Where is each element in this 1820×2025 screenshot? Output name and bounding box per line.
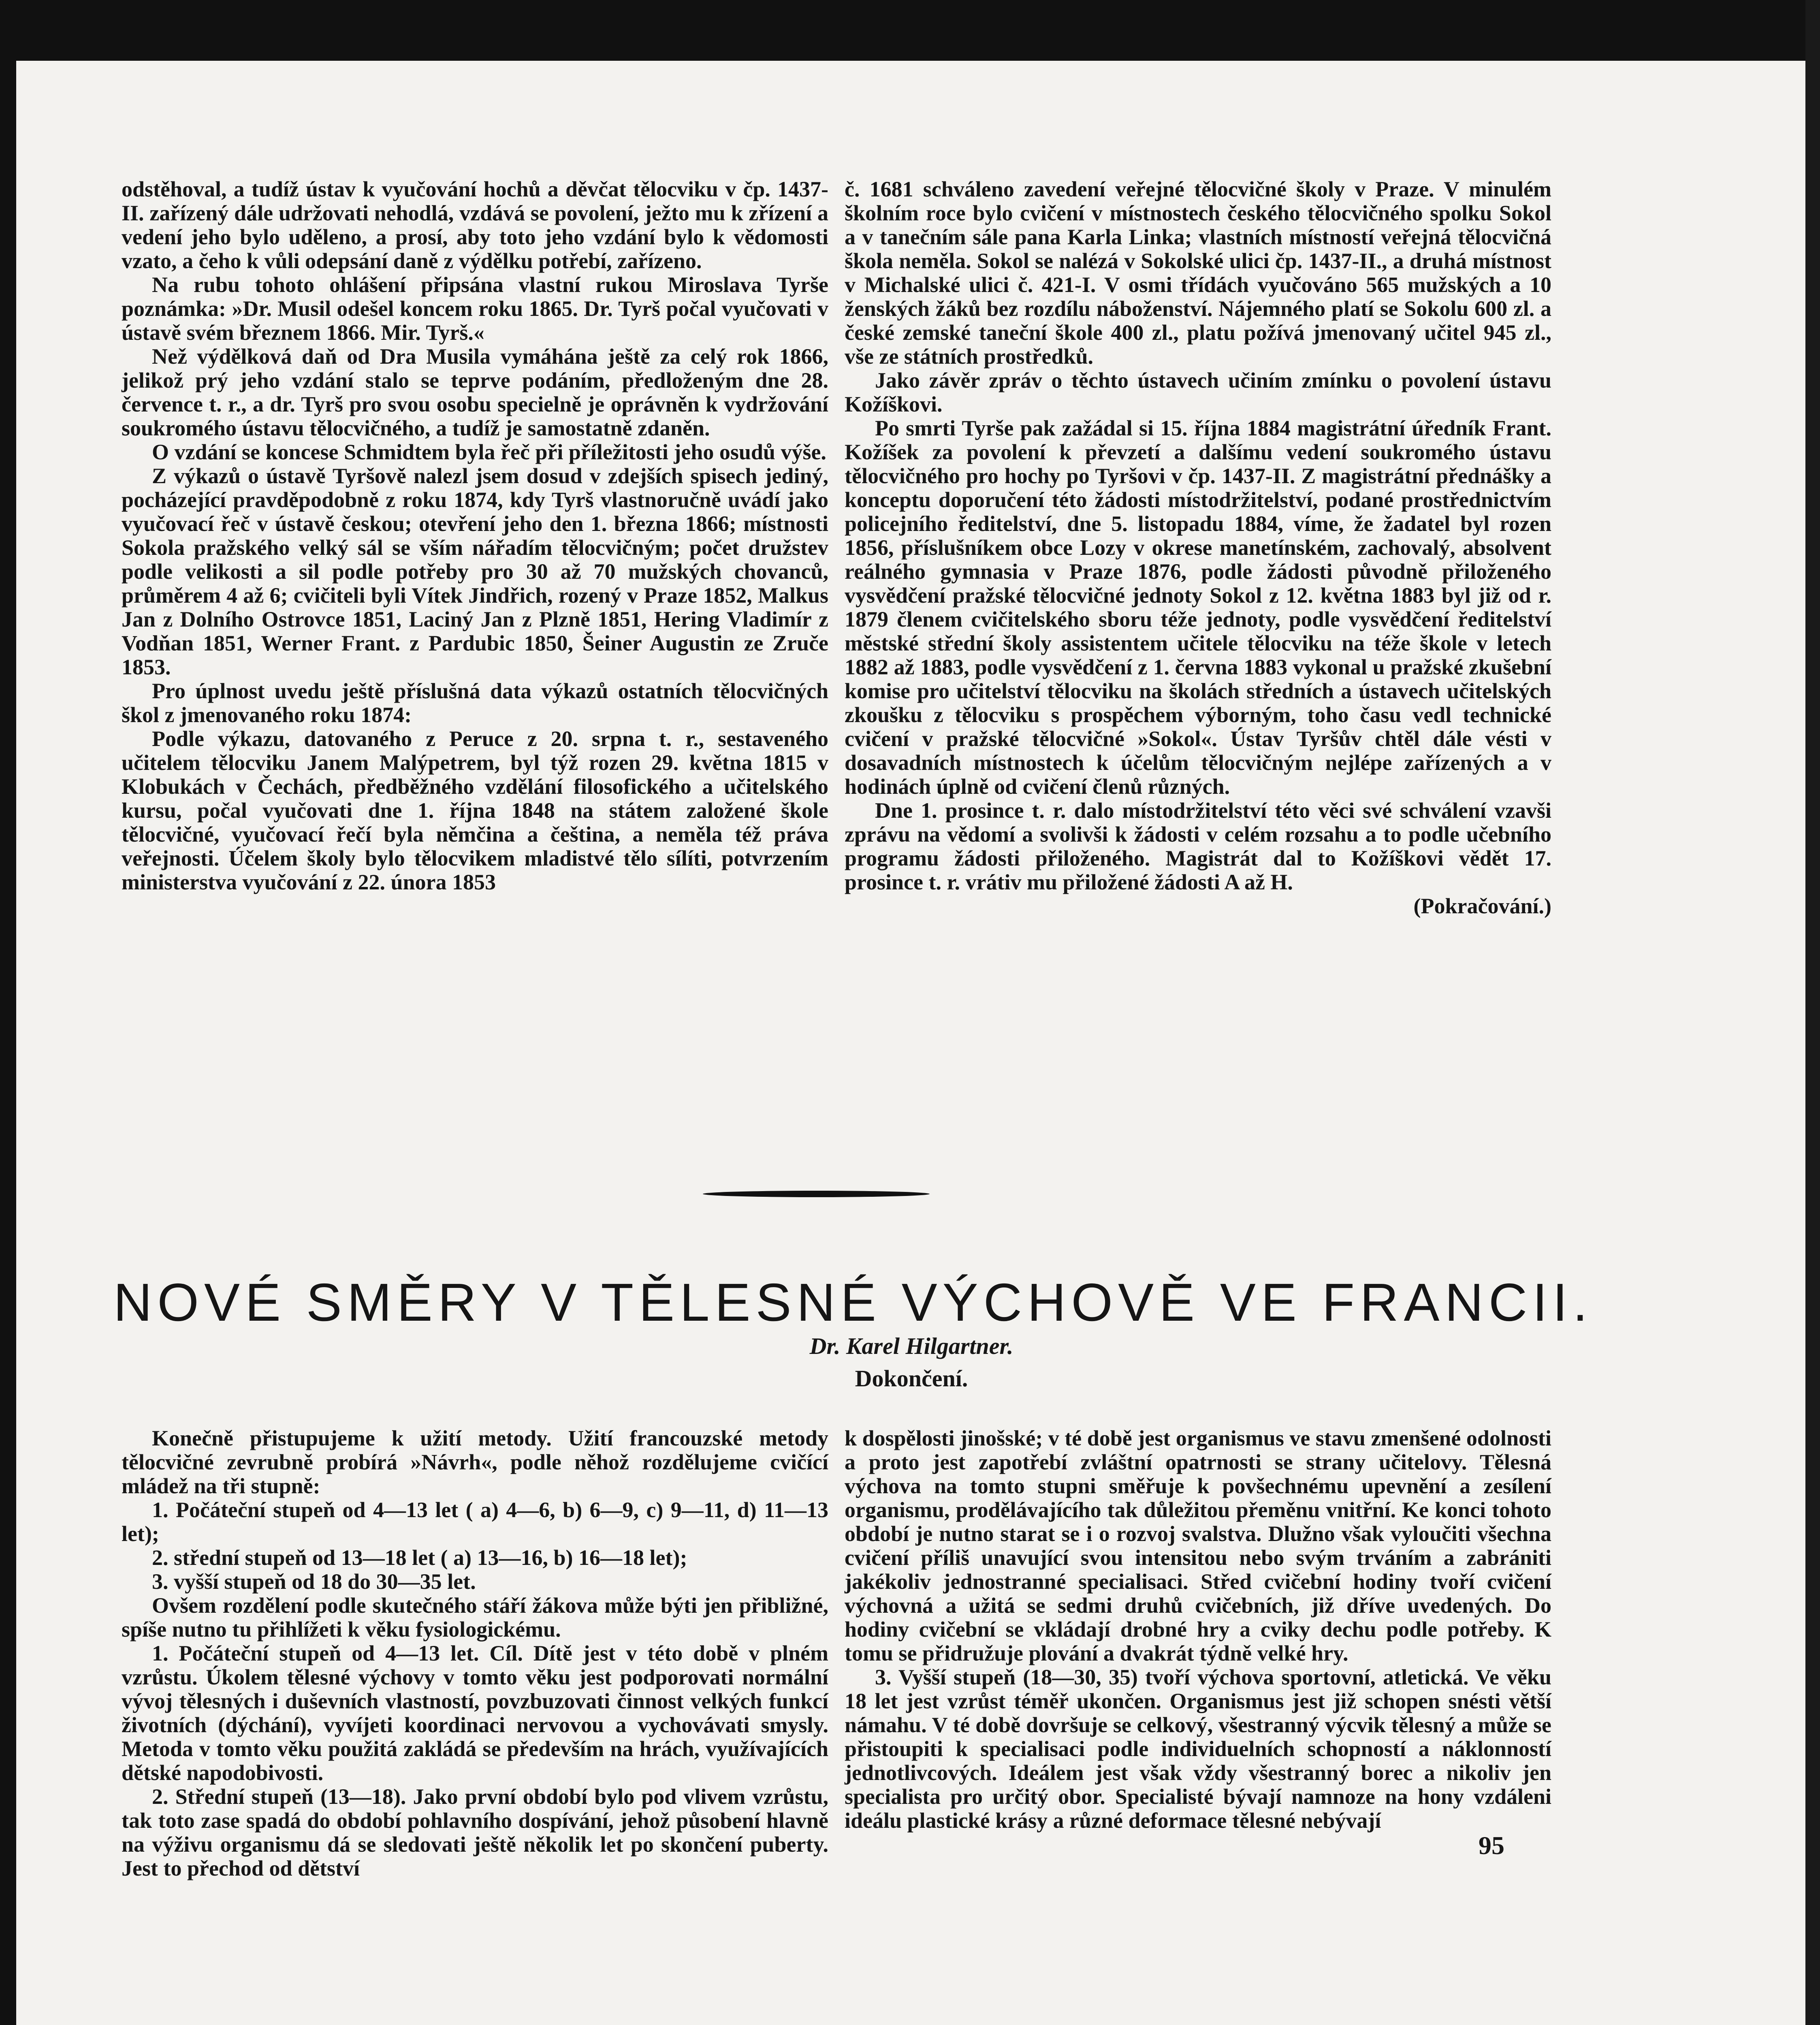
- paragraph: 2. Střední stupeň (13—18). Jako první období bylo pod vlivem vzrůstu, tak toto zase spadá do období pohlavního dospívání, jehož působení hlavně na výživu organismu dá se sledovati ještě několik let po skončení puberty. Jest to přechod od dětství: [122, 1784, 828, 1880]
- paragraph: 3. Vyšší stupeň (18—30, 35) tvoří výchova sportovní, atletická. Ve věku 18 let jest vzrůst téměř ukončen. Organismus jest již schopen snésti větší námahu. V té době dovršuje se celkový, všestranný výcvik tělesný a může se přistoupiti k specialisaci podle individuelních schopností a náklonností jednotlivcových. Ideálem jest však vždy všestranný borec a nikoliv jen specialista pro určitý obor. Specialisté bývají namnoze na hony vzdáleni ideálu plastické krásy a různé deformace tělesné nebývají: [845, 1665, 1551, 1833]
- paragraph: č. 1681 schváleno zavedení veřejné tělocvičné školy v Praze. V minulém školním roce bylo cvičení v místnostech českého tělocvičného spolku Sokol a v tanečním sále pana Karla Linka; vlastních místností veřejná tělocvičná škola neměla. Sokol se nalézá v Sokolské ulici čp. 1437-II., a druhá místnost v Michalské ulici č. 421-I. V osmi třídách vyučováno 565 mužských a 10 ženských žáků bez rozdílu náboženství. Nájemného platí se Sokolu 600 zl. a české zemské taneční škole 400 zl., platu požívá jmenovaný učitel 945 zl., vše ze státních prostředků.: [845, 177, 1551, 369]
- bottom-left-column: [122, 1426, 828, 1880]
- paragraph: Po smrti Tyrše pak zažádal si 15. října 1884 magistrátní úředník Frant. Kožíšek za povolení k převzetí a dalšímu vedení soukromého ústavu tělocvičného pro hochy po Tyršovi v čp. 1437-II. Z magistrátní přednášky a konceptu doporučení této žádosti místodržitelství, podané prostřednictvím policejního ředitelství, dne 5. listopadu 1884, víme, že žadatel byl rozen 1856, příslušníkem obce Lozy v okrese manetínském, zachovalý, absolvent reálného gymnasia v Praze 1876, podle žádosti původně přiloženého vysvědčení pražské tělocvičné jednoty Sokol z 12. května 1883 byl již od r. 1879 členem cvičitelského sboru téže jednoty, podle vysvědčení ředitelství městské střední školy assistentem učitele tělocviku na téže škole v letech 1882 až 1883, podle vysvědčení z 1. června 1883 vykonal u pražské zkušební komise pro učitelství tělocviku na školách středních a ústavech učitelských zkoušku z tělocviku s prospěchem výborným, toho času vedl technické cvičení v pražské tělocvičné »Sokol«. Ústav Tyršův chtěl dále vésti v dosavadních místnostech k účelům tělocvičným nejlépe zařízených a v hodinách úplně od cvičení členů různých.: [845, 416, 1551, 799]
- top-left-column: [122, 177, 828, 894]
- paragraph: Na rubu tohoto ohlášení připsána vlastní rukou Miroslava Tyrše poznámka: »Dr. Musil odešel koncem roku 1865. Dr. Tyrš počal vyučovati v ústavě svém březnem 1866. Mir. Tyrš.«: [122, 273, 828, 345]
- page-number: 95: [1479, 1831, 1504, 1860]
- paragraph: Konečně přistupujeme k užití metody. Užití francouzské metody tělocvičné zevrubně probírá »Návrh«, podle něhož rozdělujeme cvičící mládež na tři stupně:: [122, 1426, 828, 1498]
- continuation-note: (Pokračování.): [1413, 894, 1551, 918]
- paragraph: Pro úplnost uvedu ještě příslušná data výkazů ostatních tělocvičných škol z jmenovaného roku 1874:: [122, 679, 828, 727]
- paragraph: Jako závěr zpráv o těchto ústavech učiním zmínku o povolení ústavu Kožíškovi.: [845, 368, 1551, 416]
- scan-border-right: [1805, 0, 1820, 2025]
- paragraph: Z výkazů o ústavě Tyršově nalezl jsem dosud v zdejších spisech jediný, pocházející pravděpodobně z roku 1874, kdy Tyrš vlastnoručně uvádí jako vyučovací řeč v ústavě českou; otevření jeho den 1. března 1866; místnosti Sokola pražského velký sál se vším nářadím tělocvičným; počet družstev podle velikosti a sil podle potřeby pro 30 až 70 mužských chovanců, průměrem 4 až 6; cvičiteli byli Vítek Jindřich, rozený v Praze 1852, Malkus Jan z Dolního Ostrovce 1851, Laciný Jan z Plzně 1851, Hering Vladimír z Vodňan 1851, Werner Frant. z Pardubic 1850, Šeiner Augustin ze Zruče 1853.: [122, 464, 828, 679]
- bottom-right-column: [845, 1426, 1551, 1833]
- article-subtitle: Dokončení.: [855, 1365, 968, 1392]
- paragraph: Podle výkazu, datovaného z Peruce z 20. srpna t. r., sestaveného učitelem tělocviku Janem Malýpetrem, byl týž rozen 29. května 1815 v Klobukách v Čechách, předběžného vzdělání filosofického a učitelského kursu, počal vyučovati dne 1. října 1848 na státem založené škole tělocvičné, vyučovací řečí byla němčina a čeština, a neměla též práva veřejnosti. Účelem školy bylo tělocvikem mladistvé tělo sílíti, potvrzením ministerstva vyučování z 22. února 1853: [122, 727, 828, 894]
- top-right-column: [845, 177, 1551, 918]
- section-divider: [703, 1191, 930, 1197]
- paragraph: O vzdání se koncese Schmidtem byla řeč při příležitosti jeho osudů výše.: [152, 440, 826, 464]
- paragraph: Dne 1. prosince t. r. dalo místodržitelství této věci své schválení vzavši zprávu na vědomí a svolivši k žádosti v celém rozsahu a to podle učebního programu žádosti přiloženého. Magistrát dal to Kožíškovi vědět 17. prosince t. r. vrátiv mu přiložené žádosti A až H.: [845, 798, 1551, 894]
- paragraph: 1. Počáteční stupeň od 4—13 let. Cíl. Dítě jest v této době v plném vzrůstu. Úkolem tělesné výchovy v tomto věku jest podporovati normální vývoj tělesných i duševních vlastností, povzbuzovati činnost velkých funkcí životních (dýchání), vyvíjeti koordinaci nervovou a vychovávati smysly. Metoda v tomto věku použitá zakládá se především na hrách, využívajících dětské napodobivosti.: [122, 1641, 828, 1785]
- article-title: NOVÉ SMĚRY V TĚLESNÉ VÝCHOVĚ VE FRANCII.: [113, 1273, 1593, 1332]
- list-item: 1. Počáteční stupeň od 4—13 let ( a) 4—6, b) 6—9, c) 9—11, d) 11—13 let);: [122, 1498, 828, 1546]
- paragraph: Ovšem rozdělení podle skutečného stáří žákova může býti jen přibližné, spíše nutno tu přihlížeti k věku fysiologickému.: [122, 1593, 828, 1641]
- scan-border-top: [0, 0, 1820, 61]
- list-item: 2. střední stupeň od 13—18 let ( a) 13—16, b) 16—18 let);: [152, 1545, 687, 1570]
- list-item: 3. vyšší stupeň od 18 do 30—35 let.: [152, 1569, 476, 1594]
- paragraph: Než výdělková daň od Dra Musila vymáhána ještě za celý rok 1866, jelikož prý jeho vzdání stalo se teprve podáním, předloženým dne 28. července t. r., a dr. Tyrš pro svou osobu specielně je oprávněn k vydržování soukromého ústavu tělocvičného, a tudíž je samostatně zdaněn.: [122, 344, 828, 440]
- paragraph: k dospělosti jinošské; v té době jest organismus ve stavu zmenšené odolnosti a proto jest zapotřebí zvláštní opatrnosti se strany učitelovy. Tělesná výchova na tomto stupni směřuje k povšechnému upevnění a zesílení organismu, prodělávajícího tak důležitou přeměnu vnitřní. Ke konci tohoto období je nutno starat se i o rozvoj svalstva. Dlužno však vyloučiti všechna cvičení příliš unavující svou intensitou nebo svým trváním a zabrániti jakékoliv jednostranné specialisaci. Střed cvičební hodiny tvoří cvičení výchovná a užitá se sedmi druhů cvičebních, již dříve uvedených. Do hodiny cvičební se vkládají drobné hry a cviky dechu podle potřeby. K tomu se přidružuje plování a dvakrát týdně velké hry.: [845, 1426, 1551, 1665]
- scan-border-left: [0, 0, 16, 2025]
- paragraph: odstěhoval, a tudíž ústav k vyučování hochů a děvčat tělocviku v čp. 1437-II. zařízený dále udržovati nehodlá, vzdává se povolení, ježto mu k zřízení a vedení jeho bylo uděleno, a prosí, aby toto jeho vzdání bylo k vědomosti vzato, a čeho k vůli odepsání daně z výdělku potřebí, zařízeno.: [122, 177, 828, 273]
- article-author: Dr. Karel Hilgartner.: [809, 1333, 1013, 1359]
